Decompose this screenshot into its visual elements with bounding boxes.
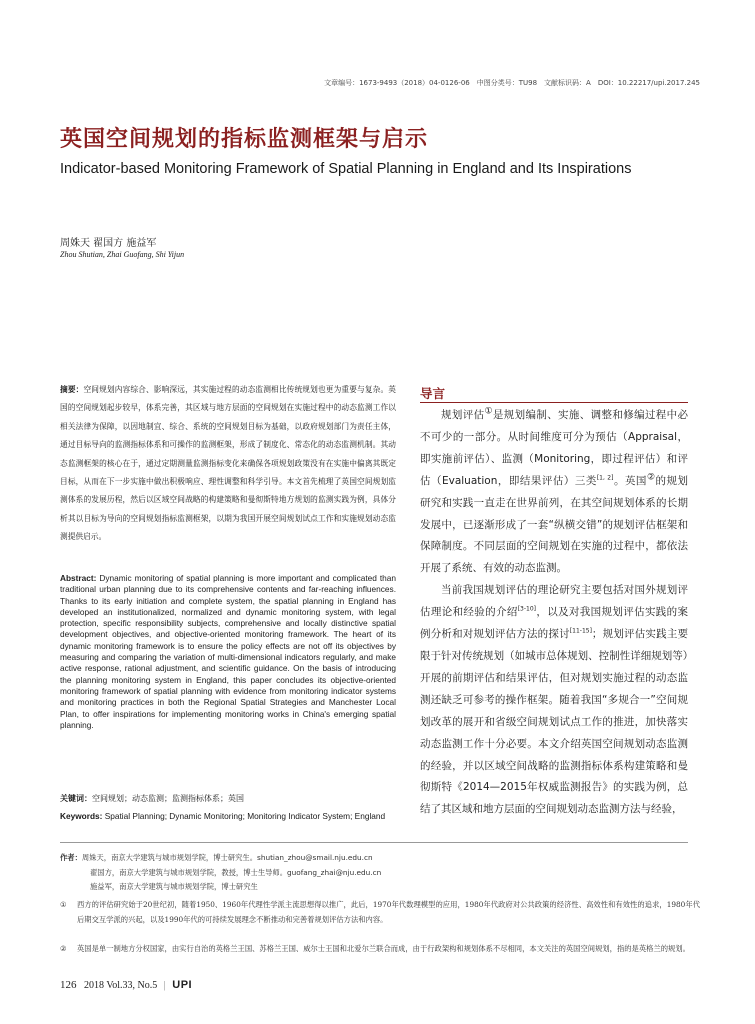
footer-separator: | bbox=[163, 980, 166, 991]
abstract-chinese bbox=[60, 381, 396, 547]
author-info-line: 施益军，南京大学建筑与城市规划学院，博士研究生 bbox=[90, 882, 258, 892]
page-number: 126 bbox=[60, 979, 77, 991]
journal-logo: UPI bbox=[172, 979, 193, 991]
abstract-en-label: Abstract: bbox=[60, 573, 97, 583]
footnote-ref-1[interactable]: ① bbox=[484, 406, 493, 417]
footnote-mark: ② bbox=[60, 944, 67, 953]
issue-info: 2018 Vol.33, No.5 bbox=[84, 980, 158, 991]
title-english: Indicator-based Monitoring Framework of Spatial Planning in England and Its Inspirations bbox=[60, 161, 632, 177]
citation-ref[interactable]: [3-10] bbox=[517, 605, 537, 613]
footnote-ref-2[interactable]: ② bbox=[646, 472, 656, 483]
citation-ref[interactable]: [11-15] bbox=[569, 627, 592, 635]
page-footer bbox=[60, 979, 192, 991]
authors-chinese: 周姝天 翟国方 施益军 bbox=[60, 238, 157, 249]
footnote-text: 英国是单一制地方分权国家，由实行自治的英格兰王国、苏格兰王国、威尔士王国和北爱尔兰联合而成，由于行政架构和规划体系不尽相同，本文关注的英国空间规划，指的是英格兰的规划。 bbox=[77, 944, 690, 953]
footnote-1 bbox=[60, 898, 700, 927]
authors-english: Zhou Shutian, Zhai Guofang, Shi Yijun bbox=[60, 250, 185, 259]
footnote-text: 西方的评估研究始于20世纪初，随着1950、1960年代理性学派主流思想得以推广，此后，1970年代数理模型的应用，1980年代政府对公共政策的经济性、高效性和有效性的追求，1980年代后期交互学派的兴起，以及1990年代的可持续发展理念不断推动和完善着规划评估方法和内容。 bbox=[77, 900, 700, 924]
author-info-line: 翟国方，南京大学建筑与城市规划学院，教授，博士生导师。guofang_zhai@nju.edu.cn bbox=[90, 867, 382, 877]
abstract-cn-text: 空间规划内容综合、影响深远，其实施过程的动态监测相比传统规划也更为重要与复杂。英国的空间规划起步较早，体系完善，其区域与地方层面的空间规划在实施过程中的动态监测工作以相关法律为保障，以因地制宜、综合、系统的空间规划目标为基础，以政府规划部门为责任主体，通过目标导向的监测指标体系和可操作的监测框架，形成了制度化、常态化的动态监测机制。其动态监测框架的核心在于，通过定期测量监测指标变化来确保各项规划政策没有在实施中偏离其既定目标，从而在下一步实施中做出积极响应、理性调整和科学引导。本文首先梳理了英国空间规划监测体系的发展历程，然后以区域空间战略的构建策略和曼彻斯特地方规划的监测实践为例，具体分析其以目标为导向的空间规划指标监测框架，以期为我国开展空间规划试点工作和实施规划动态监测提供启示。 bbox=[60, 385, 396, 542]
footnote-divider bbox=[60, 842, 688, 843]
intro-paragraph-1: 规划评估①是规划编制、实施、调整和修编过程中必不可少的一部分。从时间维度可分为预估（Appraisal，即实施前评估）、监测（Monitoring，即过程评估）和评估（Evaluation，即结果评估）三类[1, 2]。英国②的规划研究和实践一直走在世界前列，在其空间规划体系的长期发展中，已逐渐形成了一套“纵横交错”的规划评估框架和保障制度。不同层面的空间规划在实施的过程中，都依法开展了系统、有效的动态监测。 bbox=[420, 406, 689, 575]
keywords-cn-text: 空间规划；动态监测；监测指标体系；英国 bbox=[92, 794, 244, 803]
abstract-en-text: Dynamic monitoring of spatial planning is more important and complicated than traditional urban planning due to its comprehensive contents and far-reaching influences. Thanks to its early initiation and complete system, the spatial planning in England has developed an institutionalized, normalized and dynamic monitoring system, with legal protection, specific responsibility subjects, comprehensive and locally distinctive spatial development objectives, and objective-oriented monitoring framework. The heart of its dynamic monitoring framework is to ensure the policy effects are not off its objectives by measuring and comparing the variation of multi-dimensional indicators regularly, and make active response, rational adjustment, and scientific guidance. On the basis of introducing the planning monitoring system in England, this paper concludes its objective-oriented monitoring framework of spatial planning with evidence from monitoring indicator systems and monitoring practices in both the Regional Spatial Strategies and Manchester Local Plan, to offer inspirations for implementing monitoring works in China's emerging spatial planning. bbox=[60, 573, 396, 730]
intro-paragraph-2: 当前我国规划评估的理论研究主要包括对国外规划评估理论和经验的介绍[3-10]，以及对我国规划评估实践的案例分析和对规划评估方法的探讨[11-15]；规划评估实践主要限于针对传统规划（如城市总体规划、控制性详细规划等）开展的前期评估和结果评估，但对规划实施过程的动态监测还缺乏可参考的操作框架。随着我国“多规合一”空间规划改革的展开和省级空间规划试点工作的推进，加快落实动态监测工作十分必要。本文介绍英国空间规划动态监测的经验，并以区域空间战略的监测指标体系构建策略和曼彻斯特《2014—2015年权威监测报告》的实践为例，总结了其区域和地方层面的空间规划动态监测方法与经验， bbox=[420, 584, 689, 816]
footnote-mark: ① bbox=[60, 900, 67, 909]
keywords-english bbox=[60, 811, 396, 821]
intro-heading: 导言 bbox=[420, 386, 446, 401]
abstract-cn-label: 摘要： bbox=[60, 385, 84, 394]
article-metadata: 文章编号：1673-9493（2018）04-0126-06 中图分类号：TU98 文献标识码：A DOI：10.22217/upi.2017.245 bbox=[324, 79, 700, 87]
title-chinese: 英国空间规划的指标监测框架与启示 bbox=[60, 127, 429, 152]
author-info-label: 作者： bbox=[60, 853, 82, 862]
abstract-english bbox=[60, 573, 396, 731]
intro-body bbox=[420, 405, 688, 821]
footnote-2 bbox=[60, 942, 700, 957]
author-info bbox=[60, 851, 381, 895]
citation-ref[interactable]: [1, 2] bbox=[596, 474, 614, 482]
keywords-en-label: Keywords: bbox=[60, 811, 103, 821]
keywords-en-text: Spatial Planning; Dynamic Monitoring; Monitoring Indicator System; England bbox=[104, 811, 386, 821]
keywords-cn-label: 关键词： bbox=[60, 794, 92, 803]
author-info-line: 周姝天，南京大学建筑与城市规划学院，博士研究生。shutian_zhou@smail.nju.edu.cn bbox=[81, 853, 373, 862]
keywords-chinese bbox=[60, 793, 396, 804]
